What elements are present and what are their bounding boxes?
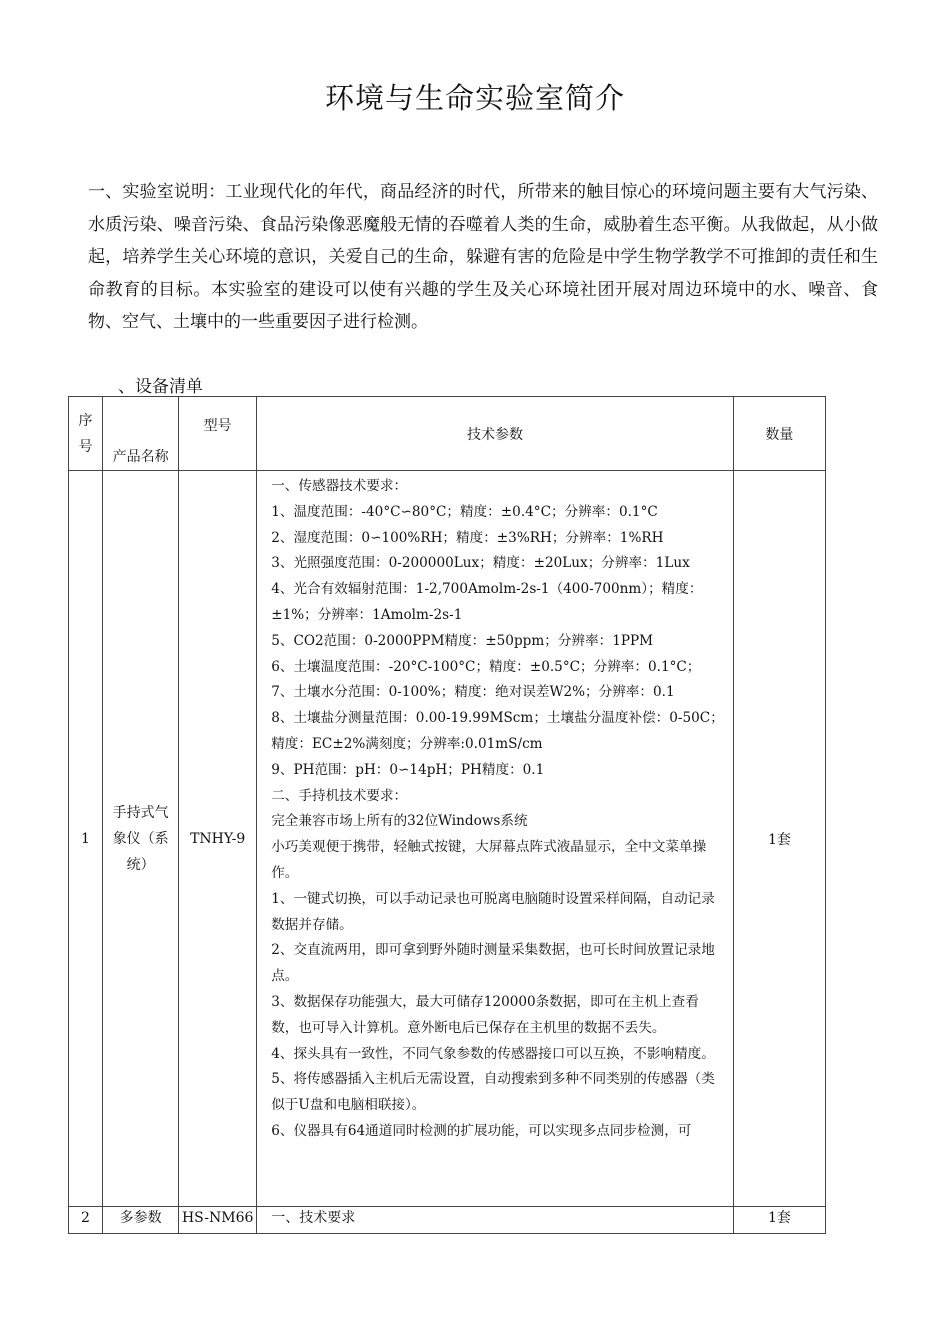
spec-line: 9、PH范围：pH：0∽14pH；PH精度：0.1 <box>271 761 545 778</box>
spec-line: 1、一键式切换，可以手动记录也可脱离电脑随时设置采样间隔，自动记录数据并存储。 <box>271 890 715 933</box>
spec-line: 5、CO2范围：0-2000PPM精度：±50ppm；分辨率：1PPM <box>271 632 654 649</box>
spec-line: 8、土壤盐分测量范围：0.00-19.99MScm；土壤盐分温度补偿：0-50C；精度：EC±2%满刻度；分辨率:0.01mS/cm <box>271 710 724 752</box>
header-index: 序号 <box>69 397 103 471</box>
header-model: 型号 <box>179 397 257 471</box>
row-name: 手持式气象仪（系统） <box>103 471 179 1207</box>
spec-line: 3、数据保存功能强大，最大可储存120000条数据，即可在主机上查看数，也可导入计算机。意外断电后已保存在主机里的数据不丢失。 <box>271 993 699 1036</box>
row-name: 多参数 <box>103 1207 179 1234</box>
spec-line: 7、土壤水分范围：0-100%；精度：绝对误差W2%；分辨率：0.1 <box>271 684 675 701</box>
header-qty: 数量 <box>733 397 825 471</box>
spec-line: 1、温度范围：-40°C∽80°C；精度：±0.4°C；分辨率：0.1°C <box>271 503 658 520</box>
header-name: 产品名称 <box>103 397 179 471</box>
row-spec <box>257 471 734 1207</box>
spec-line: 4、探头具有一致性，不同气象参数的传感器接口可以互换，不影响精度。 <box>271 1045 715 1062</box>
table-row <box>69 471 826 1207</box>
document-title: 环境与生命实验室简介 <box>324 81 625 115</box>
section-heading: 、设备清单 <box>118 377 203 397</box>
row-spec: 一、技术要求 <box>257 1207 734 1234</box>
intro-paragraph: 一、实验室说明：工业现代化的年代，商品经济的时代，所带来的触目惊心的环境问题主要有大气污染、水质污染、噪音污染、食品污染像恶魔般无情的吞噬着人类的生命，威胁着生态平衡。从我做起，从小做起，培养学生关心环境的意识，关爱自己的生命，躲避有害的危险是中学生物学教学不可推卸的责任和生命教育的目标。本实验室的建设可以使有兴趣的学生及关心环境社团开展对周边环境中的水、噪音、食物、空气、土壤中的一些重要因子进行检测。 <box>88 182 878 332</box>
spec-line: 2、交直流两用，即可拿到野外随时测量采集数据，也可长时间放置记录地点。 <box>271 942 715 985</box>
spec-line: 完全兼容市场上所有的32位Windows系统 <box>271 813 528 830</box>
spec-line: 一、传感器技术要求： <box>271 478 408 494</box>
table-header-row <box>69 397 826 471</box>
spec-line: 6、仪器具有64通道同时检测的扩展功能，可以实现多点同步检测，可 <box>271 1122 692 1139</box>
row-index: 1 <box>69 471 103 1207</box>
header-spec: 技术参数 <box>257 397 734 471</box>
table-row <box>69 1207 826 1234</box>
spec-line: 2、湿度范围：0∽100%RH；精度：±3%RH；分辨率：1%RH <box>271 529 664 546</box>
spec-line: 6、土壤温度范围：-20°C-100°C；精度：±0.5°C；分辨率：0.1°C； <box>271 658 701 675</box>
spec-line: 小巧美观便于携带，轻触式按键，大屏幕点阵式液晶显示，全中文菜单操作。 <box>271 839 707 881</box>
spec-line: 4、光合有效辐射范围：1-2,700Amolm-2s-1（400-700nm）；精度：±1%；分辨率：1Amolm-2s-1 <box>271 581 703 623</box>
row-model: HS-NM66 <box>179 1207 257 1234</box>
spec-line: 3、光照强度范围：0-200000Lux；精度：±20Lux；分辨率：1Lux <box>271 555 690 572</box>
row-qty: 1套 <box>733 1207 825 1234</box>
row-qty: 1套 <box>733 471 825 1207</box>
row-index: 2 <box>69 1207 103 1234</box>
row-model: TNHY-9 <box>179 471 257 1207</box>
spec-line: 5、将传感器插入主机后无需设置，自动搜索到多种不同类别的传感器（类似于U盘和电脑相联接）。 <box>271 1071 715 1114</box>
equipment-table <box>68 396 826 1234</box>
spec-line: 二、手持机技术要求： <box>271 787 408 804</box>
